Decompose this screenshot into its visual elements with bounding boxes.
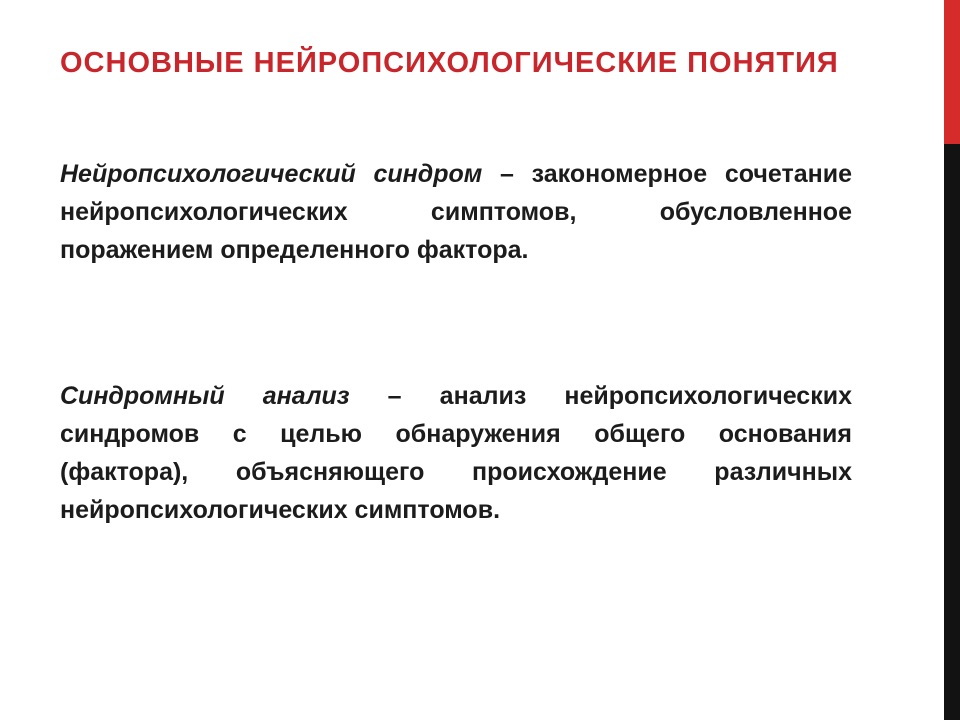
side-bar xyxy=(944,0,960,720)
definition-text: – закономерное сочетание нейропсихологических симптомов, обусловленное поражением определенного фактора. xyxy=(60,160,852,264)
slide-title: ОСНОВНЫЕ НЕЙРОПСИХОЛОГИЧЕСКИЕ ПОНЯТИЯ xyxy=(60,47,839,79)
definition-text: – анализ нейропсихологических синдромов с целью обнаружения общего основания (фактора), объясняющего происхождение различных нейропсихологических симптомов. xyxy=(60,382,852,524)
definition-term: Синдромный анализ xyxy=(60,382,350,410)
definition-paragraph-syndrome xyxy=(60,155,852,269)
definition-paragraph-analysis xyxy=(60,377,852,529)
definition-term: Нейропсихологический синдром xyxy=(60,160,483,188)
side-bar-accent xyxy=(944,0,960,144)
